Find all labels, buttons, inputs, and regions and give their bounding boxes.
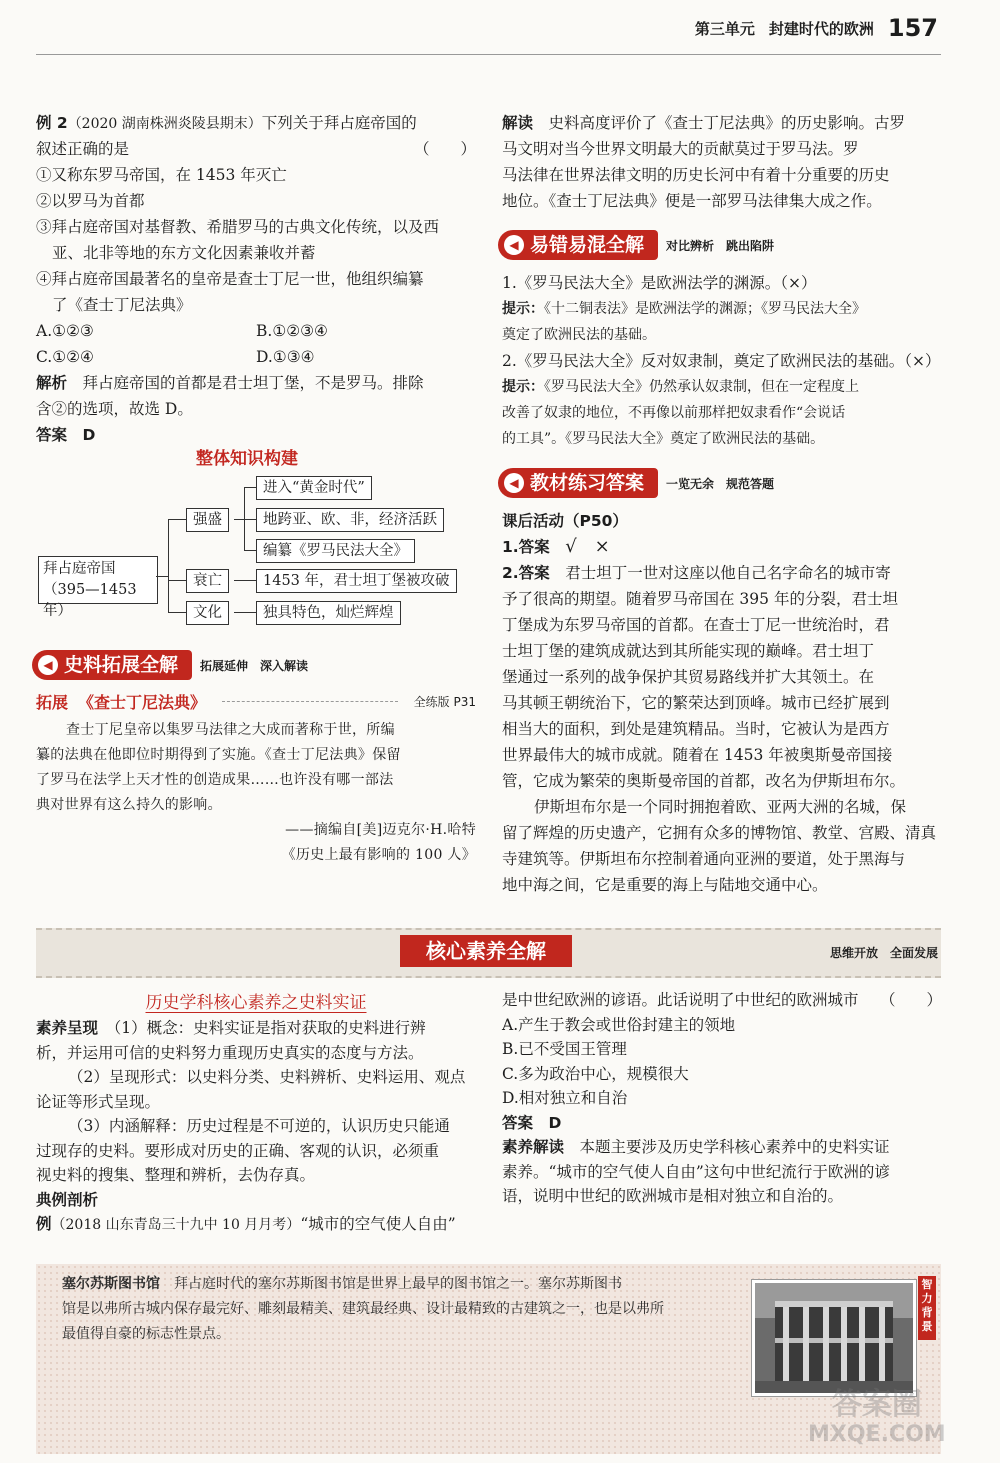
exp-text: 本题主要涉及历史学科核心素养中的史料实证: [579, 1138, 890, 1156]
extension-title: 《查士丁尼法典》: [78, 693, 207, 712]
a2-line: 丁堡成为东罗马帝国的首都。在查士丁尼一世统治时，君: [502, 616, 890, 634]
a2-line: 士坦丁堡的建筑成就达到其所能实现的巅峰。君士坦丁: [502, 642, 875, 660]
statement-item: ①又称东罗马帝国，在 1453 年灭亡: [36, 166, 287, 184]
answer-value: D: [548, 1113, 562, 1132]
connector: [168, 580, 186, 581]
connector: [234, 580, 256, 581]
option-d: D.相对独立和自治: [502, 1089, 628, 1107]
exp-text-2: 素养。“城市的空气使人自由”这句中世纪流行于欧洲的谚: [502, 1162, 890, 1181]
header-rule: [36, 54, 941, 55]
statement-item: 亚、北非等地的东方文化因素兼收并蓄: [52, 244, 316, 262]
diagram-root: [38, 556, 158, 619]
a2-line: 予了很高的期望。随着罗马帝国在 395 年的分裂，君士坦: [502, 590, 898, 608]
core-p2-2: 论证等形式呈现。: [36, 1092, 161, 1111]
extension-cite-book: 《历史上最有影响的 100 人》: [281, 847, 476, 863]
confusion-banner: [498, 230, 774, 260]
library-tag: 智力背景: [918, 1276, 936, 1340]
core-p3-3: 视史料的搜集、整理和辨析，去伪存真。: [36, 1166, 316, 1184]
a2-line: 寺建筑等。伊斯坦布尔控制着通向亚洲的要道，处于黑海与: [502, 850, 906, 868]
a1-label: 1.答案: [502, 538, 550, 556]
extension-cite: ——摘编自[美]迈克尔·H.哈特: [285, 822, 476, 838]
megaphone-icon: ◀: [38, 655, 58, 675]
ex-source: （2018 山东青岛三十九中 10 月月考）: [51, 1217, 301, 1233]
library-line: 馆是以弗所古城内保存最完好、雕刻最精美、建筑最经典、设计最精致的古建筑之一，也是以弗所: [62, 1301, 664, 1317]
library-photo: [752, 1280, 916, 1396]
reading-line: 地位。《查士丁尼法典》便是一部罗马法律集大成之作。: [502, 192, 882, 210]
exp-text-3: 语，说明中世纪的欧洲城市是相对独立和自治的。: [502, 1187, 844, 1205]
example-stem-2: 叙述正确的是: [36, 140, 130, 158]
megaphone-icon: ◀: [504, 473, 524, 493]
branch-culture: 文化: [186, 601, 229, 625]
library-text: [62, 1272, 742, 1347]
a1-value: √ ×: [565, 536, 610, 557]
a2-line: 管，它成为繁荣的奥斯曼帝国的首都，改名为伊斯坦布尔。: [502, 772, 906, 790]
core-p2: （2）呈现形式：以史料分类、史料辨析、史料运用、观点: [68, 1068, 466, 1086]
connector: [168, 519, 169, 612]
option-b: B.①②③④: [256, 322, 328, 340]
a2-line: 马其顿王朝统治下，它的繁荣达到顶峰。城市已经扩展到: [502, 694, 890, 712]
option-a: A.产生于教会或世俗封建主的领地: [502, 1015, 736, 1034]
leaf-golden-age: 进入“黄金时代”: [256, 476, 372, 500]
section-title: 封建时代的欧洲: [768, 19, 874, 38]
page-header: [695, 8, 938, 48]
connector: [244, 519, 256, 520]
answer-value: D: [82, 426, 96, 444]
core-right: [502, 988, 942, 1209]
library-line: 最值得自豪的标志性景点。: [62, 1326, 230, 1342]
core-subtitle: 历史学科核心素养之史料实证: [145, 993, 367, 1013]
extension-banner-title: 史料拓展全解: [64, 654, 179, 676]
connector: [168, 612, 186, 613]
extension-banner-sub: 拓展延伸 深入解读: [200, 658, 309, 673]
answer-paren: （ ）: [413, 140, 476, 158]
confusion-banner-sub: 对比辨析 跳出陷阱: [666, 238, 775, 253]
activity-title: 课后活动（P50）: [502, 512, 628, 530]
core-banner-title: 核心素养全解: [400, 935, 572, 967]
a2-line: 留了辉煌的历史遗产，它拥有众多的博物馆、教堂、宫殿、清真: [502, 824, 937, 842]
watermark-url: MXQE.COM: [808, 1422, 946, 1447]
statement-item: ④拜占庭帝国最著名的皇帝是查士丁尼一世，他组织编纂: [36, 270, 424, 288]
option-c: C.多为政治中心，规模很大: [502, 1064, 689, 1083]
connector: [156, 576, 168, 577]
textbook-banner-title: 教材练习答案: [530, 472, 645, 494]
connector: [234, 519, 244, 520]
confusion-q1: 1.《罗马民法大全》是欧洲法学的渊源。（×）: [502, 274, 817, 292]
option-a: A.①②③: [36, 322, 94, 340]
watermark: [808, 1388, 946, 1448]
core-p1: （1）概念：史料实证是指对获取的史料进行辨: [113, 1019, 426, 1037]
option-c: C.①②④: [36, 348, 94, 366]
leaf-territory: 地跨亚、欧、非，经济活跃: [256, 508, 444, 532]
extension-label: 拓展: [36, 693, 69, 712]
statement-item: 了《查士丁尼法典》: [52, 296, 192, 314]
root-years: （395—1453 年）: [43, 582, 137, 619]
extension-line: 纂的法典在他即位时期得到了实施。《查士丁尼法典》保留: [36, 747, 401, 763]
branch-decline: 衰亡: [186, 569, 229, 593]
connector: [234, 612, 256, 613]
ex-label: 例: [36, 1215, 52, 1233]
statement-item: ②以罗马为首都: [36, 192, 145, 210]
a2-line: 伊斯坦布尔是一个同时拥抱着欧、亚两大洲的名城，保: [534, 798, 907, 816]
example-stem: 下列关于拜占庭帝国的: [261, 114, 417, 132]
reading-block: [502, 110, 942, 214]
leaf-fall-1453: 1453 年，君士坦丁堡被攻破: [256, 569, 457, 593]
answer-label: 答案: [36, 426, 68, 444]
page-number: 157: [887, 14, 938, 42]
core-left: [36, 1016, 476, 1237]
connector: [168, 519, 186, 520]
analysis-text: 拜占庭帝国的首都是君士坦丁堡，不是罗马。排除: [82, 374, 424, 392]
a2-line: 地中海之间，它是重要的海上与陆地交通中心。: [502, 876, 828, 894]
library-line: 拜占庭时代的塞尔苏斯图书馆是世界上最早的图书馆之一。塞尔苏斯图书: [174, 1276, 622, 1292]
analysis-text-2: 含②的选项，故选 D。: [36, 400, 193, 418]
unit-title: 第三单元: [694, 19, 755, 38]
watermark-logo: 答案圈: [831, 1387, 922, 1422]
a2-line: 君士坦丁一世对这座以他自己名字命名的城市寄: [565, 564, 891, 582]
root-label: 拜占庭帝国: [43, 561, 116, 577]
reading-line: 史料高度评价了《查士丁尼法典》的历史影响。古罗: [548, 114, 906, 132]
reading-line: 马法律在世界法律文明的历史长河中有着十分重要的历史: [502, 166, 890, 184]
analysis-label: 解析: [36, 374, 68, 392]
reading-line: 马文明对当今世界文明最大的贡献莫过于罗马法。罗: [502, 140, 859, 158]
option-b: B.已不受国王管理: [502, 1040, 627, 1058]
extension-ref: 全练版 P31: [413, 695, 476, 709]
example-source: （2020 湖南株洲炎陵县期末）: [67, 116, 262, 132]
extension-text: [36, 718, 476, 868]
extension-heading: [36, 690, 476, 713]
extension-line: 查士丁尼皇帝以集罗马法律之大成而著称于世，所编: [66, 722, 395, 738]
extension-line: 了罗马在法学上天才性的创造成果……也许没有哪一部法: [36, 772, 394, 788]
tip1-text: 《十二铜表法》是欧洲法学的渊源；《罗马民法大全》: [544, 301, 866, 317]
tip2-text-3: 的工具”。《罗马民法大全》奠定了欧洲民法的基础。: [502, 431, 825, 447]
tip2-text-2: 改善了奴隶的地位，不再像以前那样把奴隶看作“会说话: [502, 405, 846, 421]
textbook-banner-sub: 一览无余 规范答题: [666, 476, 775, 491]
question-text: 是中世纪欧洲的谚语。此话说明了中世纪的欧洲城市: [502, 991, 859, 1009]
statement-item: ③拜占庭帝国对基督教、希腊罗马的古典文化传统，以及西: [36, 218, 440, 236]
tip-label: 提示：: [502, 301, 544, 317]
leaf-culture: 独具特色，灿烂辉煌: [256, 601, 401, 625]
example-label: 例 2: [36, 114, 68, 132]
answer-label: 答案: [502, 1113, 534, 1132]
confusion-banner-title: 易错易混全解: [530, 234, 645, 256]
tip2-text: 《罗马民法大全》仍然承认奴隶制，但在一定程度上: [544, 379, 859, 395]
question-paren: （ ）: [879, 991, 942, 1009]
tip1-text-2: 奠定了欧洲民法的基础。: [502, 327, 656, 343]
core-p3-2: 过现存的史料。要形成对历史的正确、客观的认识，必须重: [36, 1141, 440, 1160]
core-banner-sub: 思维开放 全面发展: [829, 946, 938, 960]
tip-label: 提示：: [502, 379, 544, 395]
core-p1-2: 析，并运用可信的史料努力重现历史真实的态度与方法。: [36, 1043, 424, 1062]
connector: [244, 550, 256, 551]
a2-label: 2.答案: [502, 564, 550, 582]
a2-line: 世界最伟大的城市成就。随着在 1453 年被奥斯曼帝国接: [502, 746, 893, 764]
extension-banner: [32, 650, 308, 680]
a2-line: 堡通过一系列的战争保护其贸易路线并扩大其领土。在: [502, 668, 875, 686]
leaf-civil-law: 编纂《罗马民法大全》: [256, 539, 415, 563]
option-d: D.①③④: [256, 348, 315, 366]
confusion-block: [502, 270, 942, 452]
connector: [244, 487, 256, 488]
branch-strong: 强盛: [186, 508, 229, 532]
ex-text: “城市的空气使人自由”: [300, 1215, 456, 1233]
example-2: [36, 110, 476, 448]
extension-line: 典对世界有这么持久的影响。: [36, 797, 222, 813]
knowledge-title: 整体知识构建: [196, 449, 298, 469]
reading-label: 解读: [502, 114, 534, 132]
exp-label: 素养解读: [502, 1138, 565, 1156]
core-p3: （3）内涵解释：历史过程是不可逆的，认识历史只能通: [68, 1117, 450, 1135]
core-p-label: 素养呈现: [36, 1019, 99, 1037]
confusion-q2: 2.《罗马民法大全》反对奴隶制，奠定了欧洲民法的基础。（×）: [502, 352, 941, 370]
textbook-block: [502, 508, 942, 898]
megaphone-icon: ◀: [504, 235, 524, 255]
a2-line: 相当大的面积，到处是建筑精品。当时，它被认为是西方: [502, 720, 890, 738]
textbook-banner: [498, 468, 774, 498]
case-label: 典例剖析: [36, 1190, 99, 1209]
library-title: 塞尔苏斯图书馆: [62, 1276, 160, 1292]
